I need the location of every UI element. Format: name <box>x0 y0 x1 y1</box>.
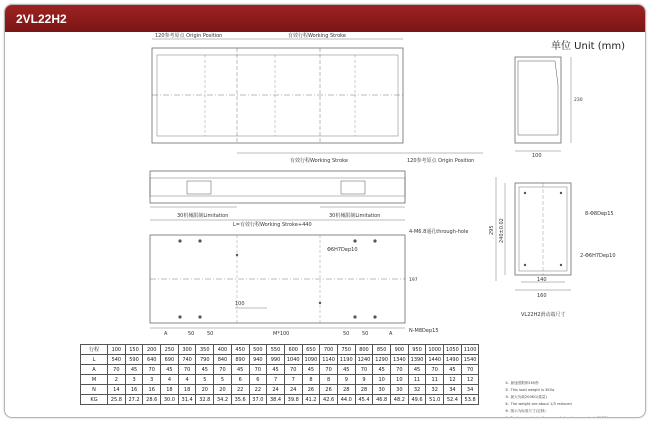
table-cell: 38.4 <box>267 395 285 405</box>
through-hole-label: 4-M6.8通孔through-hole <box>409 229 469 235</box>
table-row <box>81 385 479 395</box>
table-cell: 9 <box>337 375 355 385</box>
table-cell: 1390 <box>408 355 426 365</box>
table-cell: 5 <box>196 375 214 385</box>
table-cell: 650 <box>302 345 320 355</box>
table-cell: 200 <box>143 345 161 355</box>
table-row-header: L <box>81 355 108 365</box>
table-cell: 18 <box>161 385 179 395</box>
table-cell: 24 <box>284 385 302 395</box>
table-cell: 450 <box>231 345 249 355</box>
table-cell: 45 <box>196 365 214 375</box>
table-cell: 16 <box>125 385 143 395</box>
note-item: ③. 最大负载200KG(重量) <box>505 395 547 399</box>
table-cell: 12 <box>461 375 479 385</box>
table-cell: 300 <box>178 345 196 355</box>
table-cell: 70 <box>355 365 373 375</box>
table-cell: 28 <box>337 385 355 395</box>
dim-240-label: 240±0.02 <box>499 218 505 243</box>
front-view-outline <box>150 171 405 203</box>
table-cell: 41.2 <box>302 395 320 405</box>
table-cell: 51.0 <box>426 395 444 405</box>
table-cell: 4 <box>178 375 196 385</box>
table-row <box>81 375 479 385</box>
table-cell: 8 <box>320 375 338 385</box>
table-cell: 350 <box>196 345 214 355</box>
table-cell: 990 <box>267 355 285 365</box>
table-cell: 850 <box>373 345 391 355</box>
origin-position-top-label: 120参考原点 Origin Position <box>155 33 223 39</box>
table-cell: 750 <box>337 345 355 355</box>
dim-140-label: 140 <box>537 277 547 283</box>
table-cell: 900 <box>391 345 409 355</box>
table-cell: 70 <box>426 365 444 375</box>
table-cell: 31.4 <box>178 395 196 405</box>
table-cell: 26 <box>302 385 320 395</box>
pin-hole-label: Φ6H7Dep10 <box>327 247 358 253</box>
table-row-header: KG <box>81 395 108 405</box>
table-cell: 540 <box>108 355 126 365</box>
table-cell: 6 <box>249 375 267 385</box>
table-cell: 70 <box>284 365 302 375</box>
table-cell: 840 <box>214 355 232 365</box>
model-title: 2VL22H2 <box>16 12 67 26</box>
table-cell: 1490 <box>444 355 462 365</box>
table-cell: 24 <box>267 385 285 395</box>
table-cell: 30 <box>391 385 409 395</box>
table-cell: 30 <box>373 385 391 395</box>
table-cell: 70 <box>461 365 479 375</box>
table-cell: 12 <box>444 375 462 385</box>
table-cell: 400 <box>214 345 232 355</box>
table-cell: 25.8 <box>108 395 126 405</box>
table-cell: 1190 <box>337 355 355 365</box>
table-cell: 45 <box>444 365 462 375</box>
table-cell: 53.8 <box>461 395 479 405</box>
table-cell: 550 <box>267 345 285 355</box>
length-formula-label: L=有效行程Working Stroke+440 <box>233 222 312 228</box>
table-cell: 10 <box>373 375 391 385</box>
dim-8-m8-label: 8-Φ8Dep15 <box>585 211 614 217</box>
limitation-right-label: 30机械限制Limitation <box>329 213 381 219</box>
table-cell: 70 <box>320 365 338 375</box>
table-row <box>81 355 479 365</box>
table-cell: 45.4 <box>355 395 373 405</box>
table-row <box>81 345 479 355</box>
dim-230-label: 230 <box>574 98 583 103</box>
note-item: ⑤. 图示为标准尺寸(定制) <box>505 409 546 413</box>
table-cell: 1090 <box>302 355 320 365</box>
drawing-frame <box>4 4 646 418</box>
table-cell: 46.8 <box>373 395 391 405</box>
table-cell: 18 <box>178 385 196 395</box>
table-cell: 1140 <box>320 355 338 365</box>
dim-50-d-label: 50 <box>362 331 369 337</box>
table-cell: 37.0 <box>249 395 267 405</box>
table-cell: 26 <box>320 385 338 395</box>
table-cell: 45 <box>267 365 285 375</box>
dim-50-b-label: 50 <box>207 331 214 337</box>
table-cell: 600 <box>284 345 302 355</box>
table-row-header: 行程 <box>81 345 108 355</box>
table-cell: 1100 <box>461 345 479 355</box>
dim-a-left-label: A <box>164 331 168 337</box>
table-cell: 49.6 <box>408 395 426 405</box>
table-cell: 1540 <box>461 355 479 365</box>
table-cell: 150 <box>125 345 143 355</box>
dim-a-right-label: A <box>389 331 393 337</box>
table-cell: 700 <box>320 345 338 355</box>
table-cell: 7 <box>267 375 285 385</box>
working-stroke-top-label: 有效行程Working Stroke <box>288 33 346 39</box>
note-item: ⑥. For longer stroke linear module, please contact HIWIN <box>505 416 608 418</box>
table-cell: 45 <box>231 365 249 375</box>
table-cell: 740 <box>178 355 196 365</box>
table-cell: 20 <box>196 385 214 395</box>
dim-100-label: 100 <box>235 301 245 307</box>
table-cell: 14 <box>108 385 126 395</box>
table-cell: 70 <box>178 365 196 375</box>
table-cell: 35.6 <box>231 395 249 405</box>
table-cell: 34 <box>444 385 462 395</box>
note-item: ②. This load weight is 5KGs <box>505 388 555 392</box>
table-row-header: A <box>81 365 108 375</box>
table-cell: 890 <box>231 355 249 365</box>
n-m8-label: N-M8Dep15 <box>409 328 439 334</box>
table-cell: 22 <box>231 385 249 395</box>
table-cell: 42.6 <box>320 395 338 405</box>
table-cell: 34 <box>461 385 479 395</box>
table-cell: 45 <box>125 365 143 375</box>
table-cell: 950 <box>408 345 426 355</box>
table-row <box>81 395 479 405</box>
table-cell: 3 <box>143 375 161 385</box>
dim-50-c-label: 50 <box>343 331 350 337</box>
table-cell: 16 <box>143 385 161 395</box>
table-cell: 940 <box>249 355 267 365</box>
table-cell: 100 <box>108 345 126 355</box>
table-cell: 45 <box>408 365 426 375</box>
table-cell: 45 <box>302 365 320 375</box>
end-view-outline <box>515 57 561 143</box>
table-cell: 44.0 <box>337 395 355 405</box>
dim-295-label: 295 <box>489 225 495 235</box>
table-cell: 45 <box>161 365 179 375</box>
table-cell: 20 <box>214 385 232 395</box>
table-cell: 1440 <box>426 355 444 365</box>
origin-position-mid-label: 120参考原点 Origin Position <box>407 158 475 164</box>
table-cell: 45 <box>373 365 391 375</box>
dim-m100-label: M*100 <box>273 331 290 337</box>
table-cell: 28 <box>355 385 373 395</box>
table-cell: 1290 <box>373 355 391 365</box>
mount-caption-label: VL22H2滑动端尺寸 <box>521 312 566 318</box>
table-cell: 1040 <box>284 355 302 365</box>
dim-2-phi6-label: 2-Φ6H7Dep10 <box>580 253 616 259</box>
table-cell: 1340 <box>391 355 409 365</box>
note-item: ④. The weight are about 1/3 reduced <box>505 402 572 406</box>
table-cell: 39.8 <box>284 395 302 405</box>
table-cell: 5 <box>214 375 232 385</box>
table-cell: 1050 <box>444 345 462 355</box>
table-row-header: N <box>81 385 108 395</box>
table-cell: 27.2 <box>125 395 143 405</box>
table-row-header: M <box>81 375 108 385</box>
dim-100-side-label: 100 <box>532 153 542 159</box>
working-stroke-mid-label: 有效行程Working Stroke <box>290 158 348 164</box>
table-cell: 500 <box>249 345 267 355</box>
table-cell: 800 <box>355 345 373 355</box>
table-cell: 640 <box>143 355 161 365</box>
table-cell: 6 <box>231 375 249 385</box>
table-cell: 32 <box>408 385 426 395</box>
table-cell: 70 <box>391 365 409 375</box>
table-cell: 3 <box>125 375 143 385</box>
table-cell: 45 <box>337 365 355 375</box>
table-cell: 70 <box>143 365 161 375</box>
table-cell: 2 <box>108 375 126 385</box>
table-cell: 48.2 <box>391 395 409 405</box>
table-cell: 70 <box>108 365 126 375</box>
table-cell: 11 <box>426 375 444 385</box>
dim-160-label: 160 <box>537 293 547 299</box>
table-cell: 32 <box>426 385 444 395</box>
table-cell: 10 <box>391 375 409 385</box>
table-cell: 1000 <box>426 345 444 355</box>
note-item: ①. 最速度限制1M/秒 <box>505 381 539 385</box>
dim-50-a-label: 50 <box>188 331 195 337</box>
notes-list <box>505 380 608 418</box>
top-view-outline <box>152 48 403 143</box>
table-cell: 32.8 <box>196 395 214 405</box>
table-cell: 28.6 <box>143 395 161 405</box>
table-cell: 690 <box>161 355 179 365</box>
table-cell: 70 <box>249 365 267 375</box>
table-cell: 790 <box>196 355 214 365</box>
table-cell: 590 <box>125 355 143 365</box>
table-cell: 9 <box>355 375 373 385</box>
table-cell: 22 <box>249 385 267 395</box>
spec-table <box>80 344 479 405</box>
table-cell: 34.2 <box>214 395 232 405</box>
table-cell: 52.4 <box>444 395 462 405</box>
limitation-left-label: 30机械限制Limitation <box>177 213 229 219</box>
table-cell: 70 <box>214 365 232 375</box>
table-cell: 1240 <box>355 355 373 365</box>
table-cell: 11 <box>408 375 426 385</box>
table-cell: 8 <box>302 375 320 385</box>
table-cell: 4 <box>161 375 179 385</box>
unit-label: 单位 Unit (mm) <box>551 41 625 52</box>
table-row <box>81 365 479 375</box>
dim-197-label: 197 <box>409 278 418 283</box>
table-cell: 30.0 <box>161 395 179 405</box>
table-cell: 7 <box>284 375 302 385</box>
table-cell: 250 <box>161 345 179 355</box>
